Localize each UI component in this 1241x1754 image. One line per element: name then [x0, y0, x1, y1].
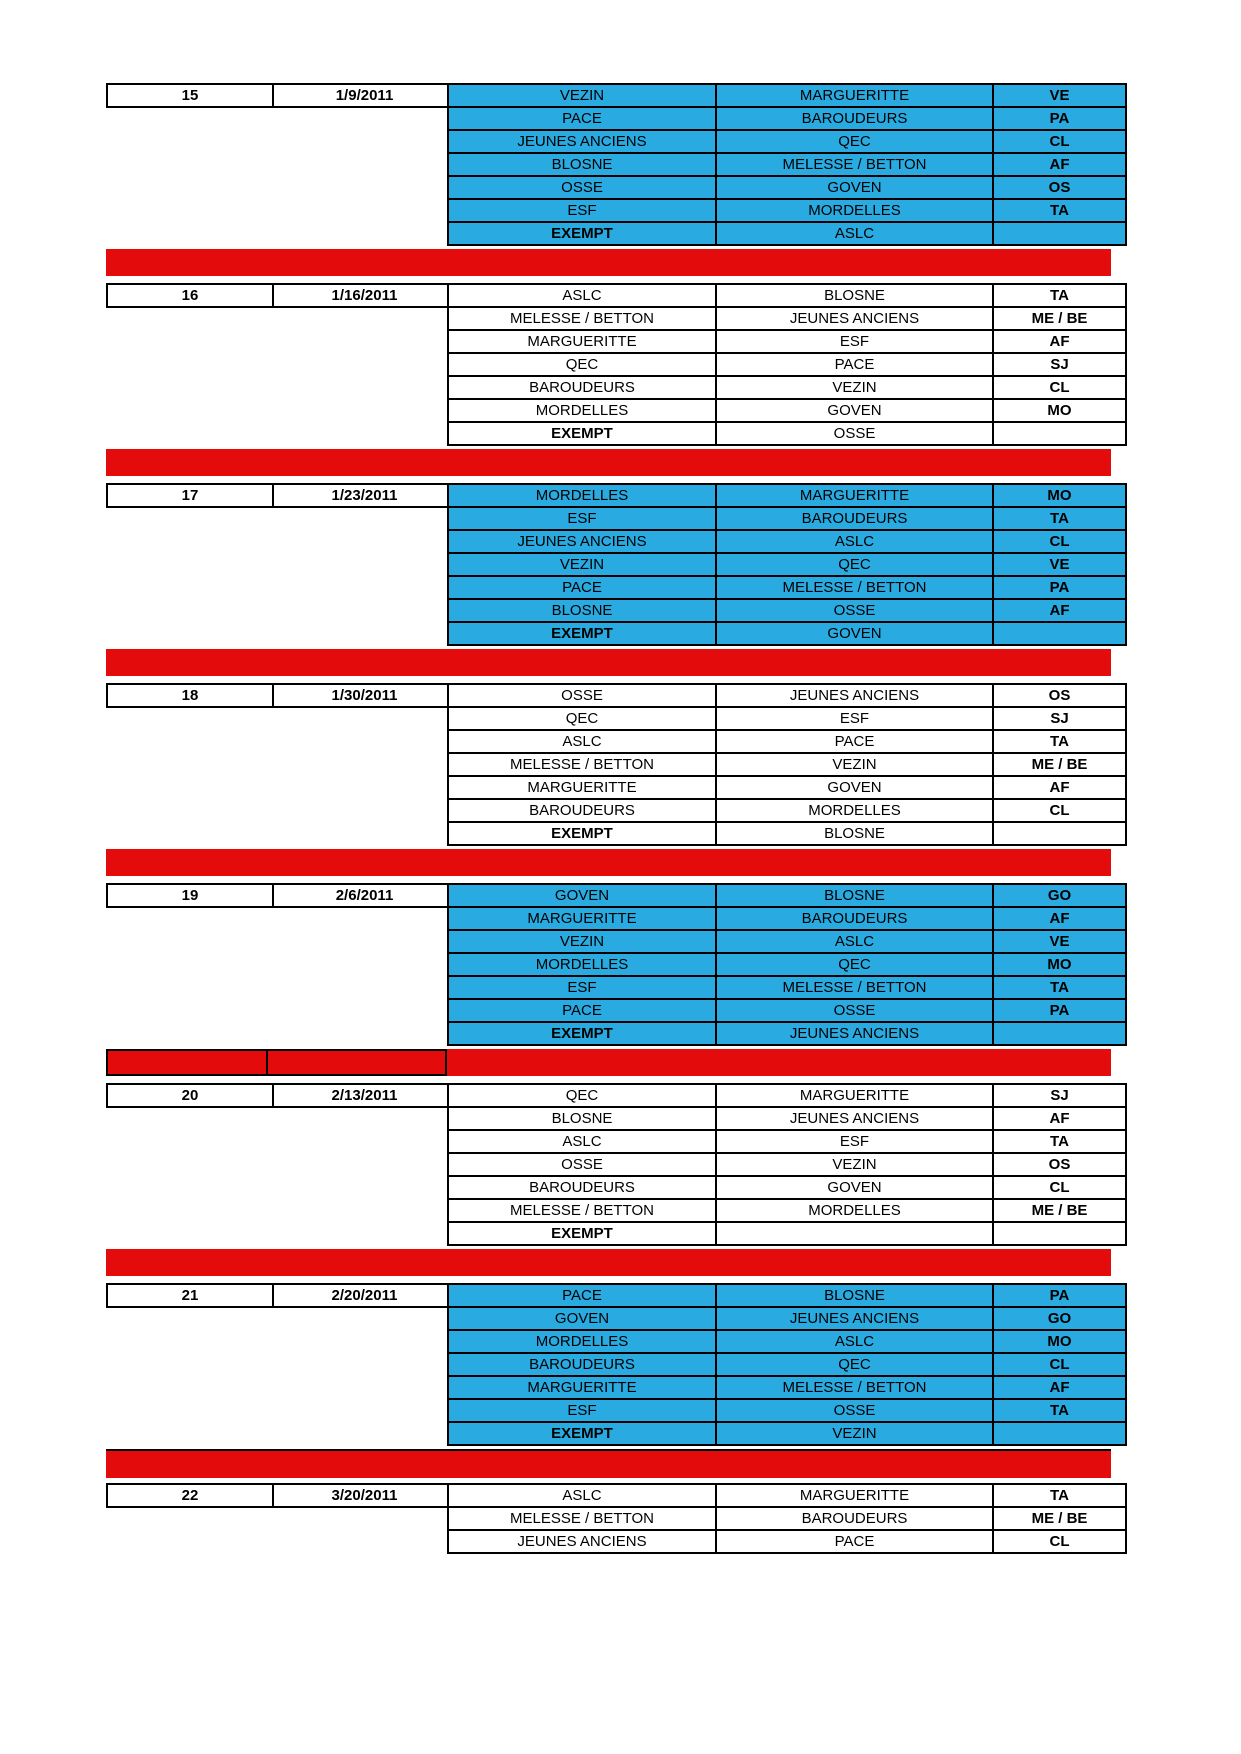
code-cell: [993, 222, 1126, 245]
home-team-cell: PACE: [448, 576, 716, 599]
match-row: [448, 353, 1126, 376]
home-team-cell: BAROUDEURS: [448, 376, 716, 399]
match-row: [448, 1130, 1126, 1153]
away-team-cell: BAROUDEURS: [716, 907, 993, 930]
match-row: [448, 1084, 1126, 1107]
code-cell: [993, 1422, 1126, 1445]
match-row: [448, 1153, 1126, 1176]
code-cell: TA: [993, 1484, 1126, 1507]
match-row: [448, 153, 1126, 176]
code-cell: ME / BE: [993, 753, 1126, 776]
away-team-cell: JEUNES ANCIENS: [716, 1307, 993, 1330]
away-team-cell: MORDELLES: [716, 799, 993, 822]
matches-table: [447, 683, 1127, 846]
separator-bar: [106, 249, 1111, 276]
code-cell: PA: [993, 107, 1126, 130]
home-team-cell: PACE: [448, 107, 716, 130]
away-team-cell: BAROUDEURS: [716, 507, 993, 530]
away-team-cell: PACE: [716, 353, 993, 376]
schedule-table: [106, 83, 1111, 1663]
away-team-cell: MARGUERITTE: [716, 84, 993, 107]
home-team-cell: BAROUDEURS: [448, 799, 716, 822]
code-cell: AF: [993, 330, 1126, 353]
match-row: [448, 799, 1126, 822]
match-row: [448, 530, 1126, 553]
matches-table: [447, 83, 1127, 246]
round-header: [106, 283, 457, 308]
match-row: [448, 1422, 1126, 1445]
home-team-cell: ESF: [448, 976, 716, 999]
match-row: [448, 684, 1126, 707]
away-team-cell: ASLC: [716, 930, 993, 953]
round-number-cell: 21: [107, 1284, 273, 1307]
home-team-cell: QEC: [448, 707, 716, 730]
match-row: [448, 507, 1126, 530]
match-row: [448, 1176, 1126, 1199]
code-cell: CL: [993, 799, 1126, 822]
home-team-cell: MELESSE / BETTON: [448, 1507, 716, 1530]
round-header: [106, 483, 457, 508]
date-cell: 1/30/2011: [273, 684, 456, 707]
away-team-cell: ASLC: [716, 530, 993, 553]
date-cell: 3/20/2011: [273, 1484, 456, 1507]
home-team-cell: ESF: [448, 507, 716, 530]
code-cell: TA: [993, 1130, 1126, 1153]
home-team-cell: MARGUERITTE: [448, 330, 716, 353]
separator-bar: [106, 649, 1111, 676]
code-cell: TA: [993, 507, 1126, 530]
away-team-cell: OSSE: [716, 599, 993, 622]
code-cell: ME / BE: [993, 307, 1126, 330]
away-team-cell: VEZIN: [716, 1422, 993, 1445]
code-cell: CL: [993, 530, 1126, 553]
home-team-cell: OSSE: [448, 1153, 716, 1176]
separator-bar: [106, 1249, 1111, 1276]
round-header: [106, 883, 457, 908]
match-row: [448, 1376, 1126, 1399]
code-cell: VE: [993, 930, 1126, 953]
away-team-cell: QEC: [716, 553, 993, 576]
away-team-cell: MELESSE / BETTON: [716, 576, 993, 599]
match-row: [448, 930, 1126, 953]
home-team-cell: ASLC: [448, 284, 716, 307]
date-cell: 2/13/2011: [273, 1084, 456, 1107]
match-row: [448, 1199, 1126, 1222]
matches-table: [447, 883, 1127, 1046]
code-cell: TA: [993, 1399, 1126, 1422]
home-team-cell: OSSE: [448, 176, 716, 199]
home-team-cell: MORDELLES: [448, 399, 716, 422]
code-cell: [993, 422, 1126, 445]
code-cell: MO: [993, 1330, 1126, 1353]
match-row: [448, 399, 1126, 422]
match-row: [448, 1484, 1126, 1507]
round-number-cell: 16: [107, 284, 273, 307]
home-team-cell: EXEMPT: [448, 822, 716, 845]
home-team-cell: MELESSE / BETTON: [448, 1199, 716, 1222]
code-cell: CL: [993, 1530, 1126, 1553]
code-cell: CL: [993, 376, 1126, 399]
match-row: [448, 307, 1126, 330]
match-row: [448, 730, 1126, 753]
code-cell: AF: [993, 599, 1126, 622]
home-team-cell: BAROUDEURS: [448, 1353, 716, 1376]
match-row: [448, 776, 1126, 799]
round-header: [106, 83, 457, 108]
away-team-cell: BLOSNE: [716, 1284, 993, 1307]
home-team-cell: EXEMPT: [448, 222, 716, 245]
home-team-cell: EXEMPT: [448, 422, 716, 445]
code-cell: [993, 822, 1126, 845]
away-team-cell: JEUNES ANCIENS: [716, 1107, 993, 1130]
away-team-cell: PACE: [716, 730, 993, 753]
date-cell: 2/6/2011: [273, 884, 456, 907]
code-cell: ME / BE: [993, 1507, 1126, 1530]
home-team-cell: JEUNES ANCIENS: [448, 1530, 716, 1553]
match-row: [448, 107, 1126, 130]
round-number-cell: 15: [107, 84, 273, 107]
home-team-cell: GOVEN: [448, 884, 716, 907]
match-row: [448, 907, 1126, 930]
away-team-cell: VEZIN: [716, 1153, 993, 1176]
round-number-cell: 18: [107, 684, 273, 707]
code-cell: [993, 1222, 1126, 1245]
code-cell: MO: [993, 399, 1126, 422]
round-header: [106, 1483, 457, 1508]
round-number-cell: 17: [107, 484, 273, 507]
away-team-cell: BLOSNE: [716, 884, 993, 907]
match-row: [448, 484, 1126, 507]
round-header: [106, 1083, 457, 1108]
away-team-cell: BLOSNE: [716, 822, 993, 845]
code-cell: TA: [993, 976, 1126, 999]
home-team-cell: ASLC: [448, 730, 716, 753]
away-team-cell: ASLC: [716, 1330, 993, 1353]
match-row: [448, 1022, 1126, 1045]
home-team-cell: BAROUDEURS: [448, 1176, 716, 1199]
away-team-cell: BAROUDEURS: [716, 107, 993, 130]
code-cell: AF: [993, 907, 1126, 930]
match-row: [448, 130, 1126, 153]
match-row: [448, 1307, 1126, 1330]
match-row: [448, 84, 1126, 107]
match-row: [448, 622, 1126, 645]
home-team-cell: GOVEN: [448, 1307, 716, 1330]
code-cell: SJ: [993, 353, 1126, 376]
separator-bar: [106, 449, 1111, 476]
home-team-cell: MARGUERITTE: [448, 907, 716, 930]
code-cell: OS: [993, 1153, 1126, 1176]
separator-bar: [106, 1049, 1111, 1076]
match-row: [448, 1507, 1126, 1530]
home-team-cell: MELESSE / BETTON: [448, 753, 716, 776]
date-cell: 1/9/2011: [273, 84, 456, 107]
away-team-cell: QEC: [716, 1353, 993, 1376]
home-team-cell: VEZIN: [448, 930, 716, 953]
away-team-cell: GOVEN: [716, 776, 993, 799]
separator-bar: [106, 1449, 1111, 1478]
home-team-cell: BLOSNE: [448, 599, 716, 622]
code-cell: TA: [993, 730, 1126, 753]
away-team-cell: MORDELLES: [716, 1199, 993, 1222]
home-team-cell: EXEMPT: [448, 1022, 716, 1045]
match-row: [448, 330, 1126, 353]
match-row: [448, 284, 1126, 307]
home-team-cell: MELESSE / BETTON: [448, 307, 716, 330]
away-team-cell: GOVEN: [716, 176, 993, 199]
home-team-cell: VEZIN: [448, 84, 716, 107]
away-team-cell: MELESSE / BETTON: [716, 1376, 993, 1399]
match-row: [448, 753, 1126, 776]
away-team-cell: MELESSE / BETTON: [716, 976, 993, 999]
match-row: [448, 576, 1126, 599]
code-cell: TA: [993, 284, 1126, 307]
date-cell: 1/16/2011: [273, 284, 456, 307]
code-cell: [993, 1022, 1126, 1045]
home-team-cell: PACE: [448, 1284, 716, 1307]
away-team-cell: MARGUERITTE: [716, 1484, 993, 1507]
away-team-cell: PACE: [716, 1530, 993, 1553]
matches-table: [447, 1083, 1127, 1246]
home-team-cell: JEUNES ANCIENS: [448, 530, 716, 553]
date-cell: 2/20/2011: [273, 1284, 456, 1307]
home-team-cell: BLOSNE: [448, 1107, 716, 1130]
home-team-cell: ASLC: [448, 1130, 716, 1153]
away-team-cell: GOVEN: [716, 622, 993, 645]
away-team-cell: VEZIN: [716, 376, 993, 399]
match-row: [448, 199, 1126, 222]
match-row: [448, 707, 1126, 730]
away-team-cell: [716, 1222, 993, 1245]
round-number-cell: 20: [107, 1084, 273, 1107]
code-cell: SJ: [993, 1084, 1126, 1107]
match-row: [448, 884, 1126, 907]
home-team-cell: QEC: [448, 1084, 716, 1107]
separator-bar-cell: [266, 1049, 447, 1076]
away-team-cell: JEUNES ANCIENS: [716, 1022, 993, 1045]
away-team-cell: OSSE: [716, 999, 993, 1022]
home-team-cell: MORDELLES: [448, 953, 716, 976]
match-row: [448, 1222, 1126, 1245]
code-cell: CL: [993, 1353, 1126, 1376]
match-row: [448, 999, 1126, 1022]
code-cell: MO: [993, 953, 1126, 976]
matches-table: [447, 483, 1127, 646]
code-cell: PA: [993, 576, 1126, 599]
home-team-cell: ASLC: [448, 1484, 716, 1507]
home-team-cell: EXEMPT: [448, 622, 716, 645]
separator-bar: [106, 849, 1111, 876]
round-number-cell: 19: [107, 884, 273, 907]
home-team-cell: EXEMPT: [448, 1222, 716, 1245]
code-cell: AF: [993, 776, 1126, 799]
code-cell: OS: [993, 176, 1126, 199]
away-team-cell: GOVEN: [716, 399, 993, 422]
code-cell: AF: [993, 1107, 1126, 1130]
code-cell: OS: [993, 684, 1126, 707]
match-row: [448, 822, 1126, 845]
home-team-cell: BLOSNE: [448, 153, 716, 176]
match-row: [448, 1399, 1126, 1422]
round-number-cell: 22: [107, 1484, 273, 1507]
home-team-cell: PACE: [448, 999, 716, 1022]
matches-table: [447, 1483, 1127, 1554]
code-cell: MO: [993, 484, 1126, 507]
code-cell: SJ: [993, 707, 1126, 730]
away-team-cell: MARGUERITTE: [716, 484, 993, 507]
home-team-cell: MARGUERITTE: [448, 776, 716, 799]
match-row: [448, 1284, 1126, 1307]
away-team-cell: ESF: [716, 707, 993, 730]
home-team-cell: VEZIN: [448, 553, 716, 576]
match-row: [448, 1330, 1126, 1353]
match-row: [448, 953, 1126, 976]
home-team-cell: EXEMPT: [448, 1422, 716, 1445]
away-team-cell: JEUNES ANCIENS: [716, 684, 993, 707]
matches-table: [447, 1283, 1127, 1446]
match-row: [448, 422, 1126, 445]
match-row: [448, 222, 1126, 245]
code-cell: PA: [993, 999, 1126, 1022]
match-row: [448, 376, 1126, 399]
code-cell: CL: [993, 1176, 1126, 1199]
away-team-cell: ASLC: [716, 222, 993, 245]
date-cell: 1/23/2011: [273, 484, 456, 507]
away-team-cell: BLOSNE: [716, 284, 993, 307]
away-team-cell: VEZIN: [716, 753, 993, 776]
home-team-cell: OSSE: [448, 684, 716, 707]
code-cell: TA: [993, 199, 1126, 222]
code-cell: ME / BE: [993, 1199, 1126, 1222]
away-team-cell: GOVEN: [716, 1176, 993, 1199]
match-row: [448, 976, 1126, 999]
code-cell: AF: [993, 1376, 1126, 1399]
match-row: [448, 599, 1126, 622]
home-team-cell: MARGUERITTE: [448, 1376, 716, 1399]
code-cell: VE: [993, 553, 1126, 576]
code-cell: AF: [993, 153, 1126, 176]
away-team-cell: OSSE: [716, 1399, 993, 1422]
match-row: [448, 176, 1126, 199]
code-cell: CL: [993, 130, 1126, 153]
round-header: [106, 683, 457, 708]
matches-table: [447, 283, 1127, 446]
home-team-cell: ESF: [448, 1399, 716, 1422]
separator-bar-cell: [106, 1049, 268, 1076]
away-team-cell: QEC: [716, 953, 993, 976]
away-team-cell: ESF: [716, 330, 993, 353]
code-cell: GO: [993, 1307, 1126, 1330]
away-team-cell: MORDELLES: [716, 199, 993, 222]
match-row: [448, 1353, 1126, 1376]
away-team-cell: OSSE: [716, 422, 993, 445]
code-cell: VE: [993, 84, 1126, 107]
away-team-cell: ESF: [716, 1130, 993, 1153]
home-team-cell: QEC: [448, 353, 716, 376]
match-row: [448, 1107, 1126, 1130]
round-header: [106, 1283, 457, 1308]
home-team-cell: ESF: [448, 199, 716, 222]
away-team-cell: JEUNES ANCIENS: [716, 307, 993, 330]
away-team-cell: MARGUERITTE: [716, 1084, 993, 1107]
code-cell: [993, 622, 1126, 645]
home-team-cell: MORDELLES: [448, 484, 716, 507]
home-team-cell: MORDELLES: [448, 1330, 716, 1353]
away-team-cell: BAROUDEURS: [716, 1507, 993, 1530]
match-row: [448, 1530, 1126, 1553]
home-team-cell: JEUNES ANCIENS: [448, 130, 716, 153]
away-team-cell: MELESSE / BETTON: [716, 153, 993, 176]
away-team-cell: QEC: [716, 130, 993, 153]
code-cell: PA: [993, 1284, 1126, 1307]
match-row: [448, 553, 1126, 576]
code-cell: GO: [993, 884, 1126, 907]
